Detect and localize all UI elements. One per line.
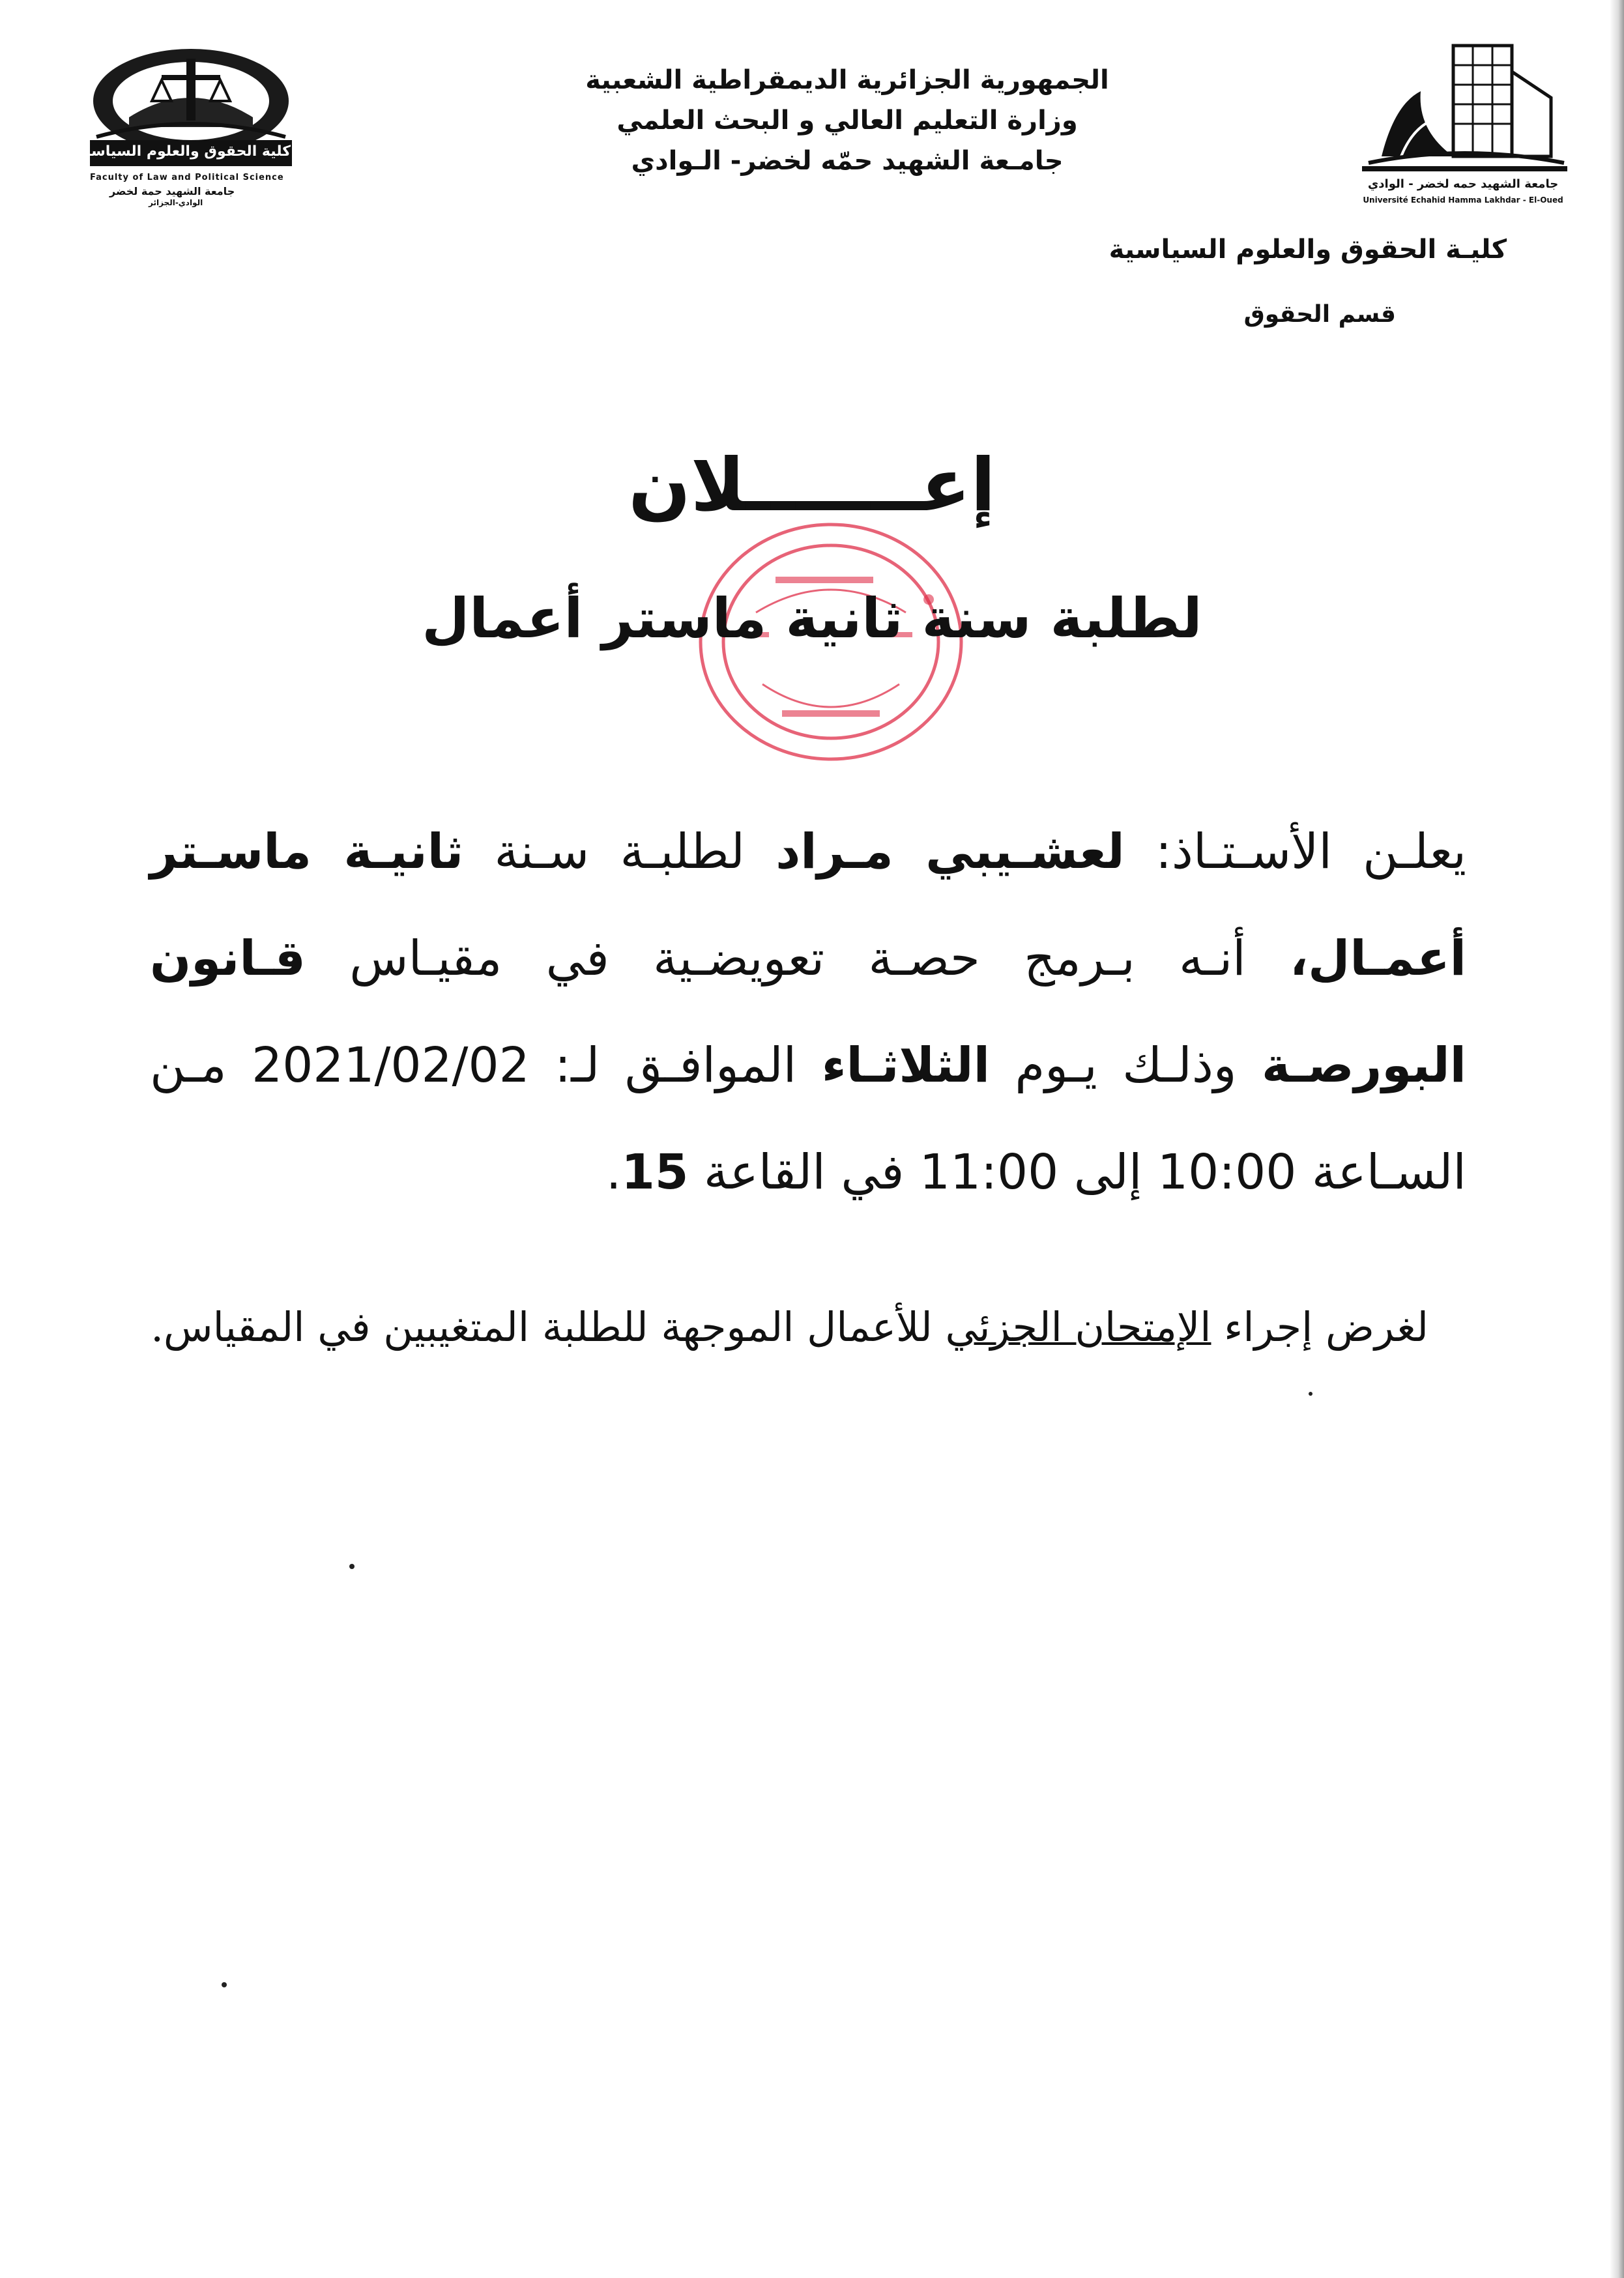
purpose-part-1: لغرض إجراء [1211,1303,1428,1351]
faculty-logo-arabic-sub: جامعة الشهيد حمة لخضر [109,185,235,197]
body-course-name: قـانون البورصـة [150,930,1467,1093]
announcement-subtitle: لطلبة سنة ثانية ماستر أعمال [422,586,1202,650]
body-part-9: الموافـق لـ: 2021/02/02 مـن السـاعة 10:00 إلى 11:00 في القاعة [150,1037,1466,1200]
header-line-university: جامـعة الشهيد حمّه لخضر- الـوادي [631,146,1064,176]
faculty-logo-place: الوادي-الجزائر [149,198,203,207]
faculty-logo [70,39,312,209]
header-line-republic: الجمهورية الجزائرية الديمقراطية الشعبية [585,65,1109,95]
ministry-header [554,60,1140,181]
body-part-3: لطلبـة سـنة [463,824,776,880]
scan-speck [1309,1392,1312,1396]
announcement-body [150,798,1466,1226]
body-professor-name: لعشـيبي مـراد [776,824,1125,880]
faculty-logo-arabic: كلية الحقوق والعلوم السياسية [76,143,291,160]
purpose-part-3: للأعمال الموجهة للطلبة المتغيبين في المقياس. [151,1303,946,1351]
faculty-logo-english: Faculty of Law and Political Science [90,173,284,182]
body-room-number: 15 [621,1144,689,1200]
faculty-name: كليـة الحقوق والعلوم السياسية [1109,235,1507,265]
department-name: قسم الحقوق [1243,301,1396,328]
body-part-5: أنـه بـرمج حصـة تعويضـية في مقيـاس [305,930,1290,987]
scan-edge [1610,0,1624,2278]
announcement-purpose [151,1303,1428,1351]
scan-speck [349,1564,355,1569]
header-line-ministry: وزارة التعليم العالي و البحث العلمي [616,106,1078,136]
announcement-title: إعـــــــلان [628,443,996,528]
scan-speck [222,1982,227,1987]
body-period: . [605,1144,622,1200]
body-part-7: وذلـك يـوم [989,1037,1262,1093]
university-logo-french: Université Echahid Hamma Lakhdar - El-Oued [1363,195,1563,205]
university-building-icon [1356,33,1571,189]
body-part-1: يعلـن الأسـتـاذ: [1124,824,1466,880]
university-logo-arabic: جامعة الشهيد حمه لخضر - الوادي [1367,177,1559,191]
university-logo [1356,33,1571,222]
purpose-exam-type: الإمتحان الجزئي [945,1303,1211,1351]
body-day: الثلاثـاء [821,1037,990,1093]
body-program-level: ثانيـة ماسـتر أعمـال، [150,824,1466,987]
